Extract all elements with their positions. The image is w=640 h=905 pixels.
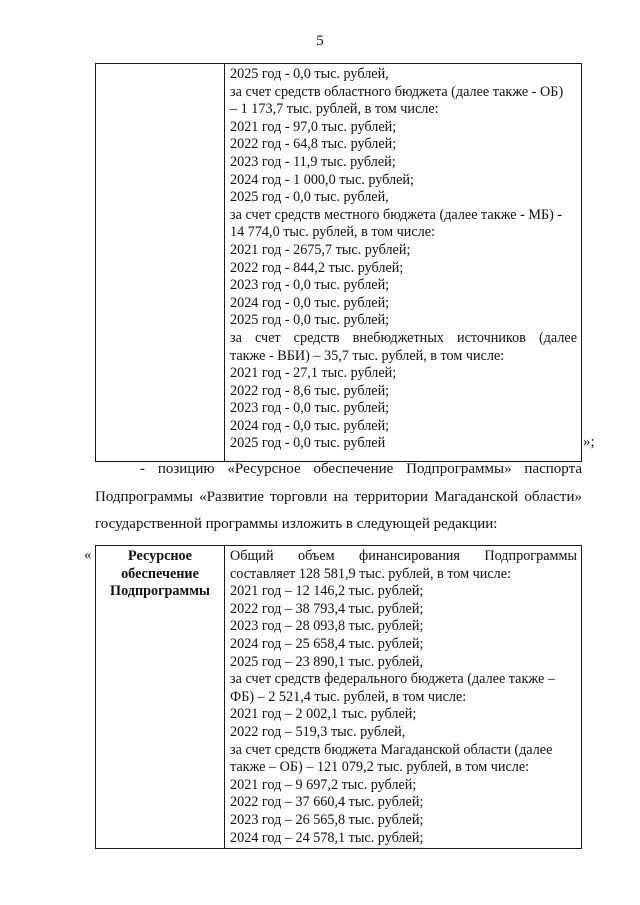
table-line: за счет средств местного бюджета (далее также - МБ) - (230, 206, 563, 223)
table-line: 2021 год – 12 146,2 тыс. рублей; (230, 583, 424, 600)
closing-quote: »; (583, 434, 595, 450)
funding-table-continued (95, 63, 582, 462)
table-label-cell-empty (96, 64, 225, 462)
table-content-cell (225, 64, 582, 462)
table-line: 2024 год - 1 000,0 тыс. рублей; (230, 171, 414, 188)
table-line: 2023 год – 28 093,8 тыс. рублей; (230, 618, 424, 635)
paragraph-line-1: - позицию «Ресурсное обеспечение Подпрограммы» паспорта (140, 461, 582, 477)
table-line: 2022 год - 64,8 тыс. рублей; (230, 136, 397, 153)
table-line: 2022 год – 519,3 тыс. рублей, (230, 723, 406, 740)
table-line: 14 774,0 тыс. рублей, в том числе: (230, 224, 436, 241)
table-line: 2024 год – 24 578,1 тыс. рублей; (230, 829, 424, 846)
label-line: Ресурсное (128, 548, 192, 564)
table-line: Общий объем финансирования Подпрограммы (230, 548, 577, 564)
table-line: 2025 год - 0,0 тыс. рублей, (230, 66, 389, 82)
table-line: за счет средств областного бюджета (далее также - ОБ) (230, 83, 564, 100)
table-label-cell (96, 546, 225, 849)
table-line: 2022 год - 8,6 тыс. рублей; (230, 382, 390, 399)
table-line: 2021 год – 2 002,1 тыс. рублей; (230, 706, 417, 723)
label-line: обеспечение (121, 565, 199, 582)
table-line: ФБ) – 2 521,4 тыс. рублей, в том числе: (230, 688, 467, 705)
table-line: 2025 год - 0,0 тыс. рублей; (230, 312, 390, 329)
table-line: 2021 год - 97,0 тыс. рублей; (230, 118, 397, 135)
table-line: 2024 год - 0,0 тыс. рублей; (230, 294, 390, 311)
label-line: Подпрограммы (110, 583, 210, 600)
table-line: 2025 год - 0,0 тыс. рублей (230, 435, 386, 452)
table-line: также – ОБ) – 121 079,2 тыс. рублей, в том числе: (230, 759, 530, 776)
table-line: 2022 год - 844,2 тыс. рублей; (230, 259, 404, 276)
opening-quote: « (84, 547, 92, 563)
table-line: 2025 год – 23 890,1 тыс. рублей, (230, 653, 423, 670)
table-line: – 1 173,7 тыс. рублей, в том числе: (230, 101, 439, 118)
paragraph-line-3: государственной программы изложить в следующей редакции: (95, 516, 498, 532)
table-line: 2021 год - 2675,7 тыс. рублей; (230, 241, 411, 258)
table-line: 2022 год – 38 793,4 тыс. рублей; (230, 600, 424, 617)
resource-provision-table (95, 545, 582, 849)
table-line: за счет средств федерального бюджета (далее также – (230, 671, 555, 688)
paragraph-line-2: Подпрограммы «Развитие торговли на территории Магаданской области» (95, 489, 582, 505)
table-line: также - ВБИ) – 35,7 тыс. рублей, в том числе: (230, 347, 505, 364)
table-line: 2021 год – 9 697,2 тыс. рублей; (230, 776, 417, 793)
table-line: 2023 год - 0,0 тыс. рублей; (230, 400, 390, 417)
page-number: 5 (316, 33, 324, 49)
table-line: 2024 год - 0,0 тыс. рублей; (230, 417, 390, 434)
table-line: 2023 год - 11,9 тыс. рублей; (230, 153, 396, 170)
table-line: за счет средств бюджета Магаданской области (далее (230, 741, 553, 758)
table-line: 2021 год - 27,1 тыс. рублей; (230, 365, 397, 382)
table-line: 2023 год – 26 565,8 тыс. рублей; (230, 811, 424, 828)
table-line: составляет 128 581,9 тыс. рублей, в том числе: (230, 565, 511, 582)
table-line: 2025 год - 0,0 тыс. рублей, (230, 189, 389, 206)
table-line: 2023 год - 0,0 тыс. рублей; (230, 277, 390, 294)
table-line: 2024 год – 25 658,4 тыс. рублей; (230, 635, 424, 652)
table-line: за счет средств внебюджетных источников (далее (230, 329, 577, 346)
table-content-cell (225, 546, 582, 849)
table-line: 2022 год – 37 660,4 тыс. рублей; (230, 794, 424, 811)
